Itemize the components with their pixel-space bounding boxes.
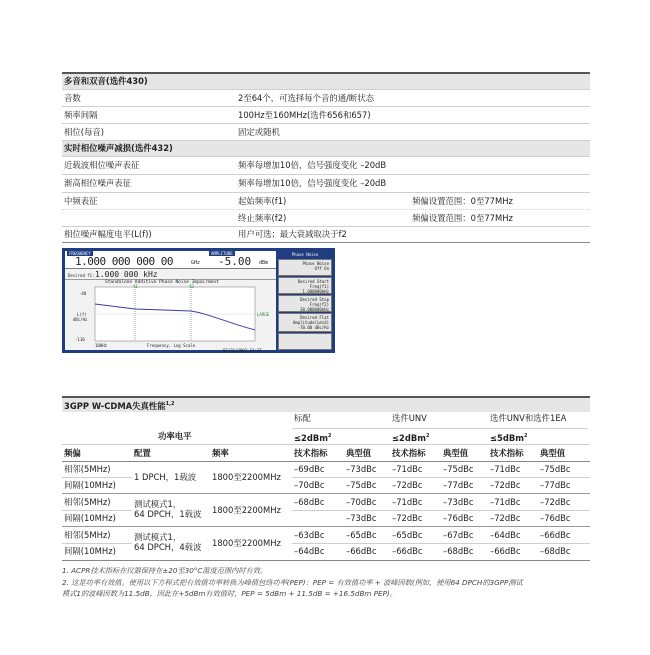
- freq: 1800至2200MHz: [212, 538, 281, 548]
- cell: –64dBc: [490, 530, 521, 540]
- row-range: 频偏设置范围：0至77MHz: [412, 196, 513, 206]
- softkey-sub: 1.000000kHz: [302, 289, 329, 294]
- col-freq: 频率: [212, 448, 229, 458]
- x-left-label: 100Hz: [95, 343, 108, 348]
- row-label: 近载波相位噪声表征: [64, 160, 140, 170]
- softkey-sub: 30.000000kHz: [300, 307, 329, 312]
- offset-alternate: 间隔(10MHz): [64, 546, 116, 556]
- cell: –72dBc: [392, 513, 423, 523]
- cell: –68dBc: [443, 546, 474, 556]
- cell: –71dBc: [392, 464, 423, 474]
- cell: –70dBc: [294, 480, 325, 490]
- row-label: 相位噪声幅度电平(L(f)): [64, 229, 152, 239]
- frequency-amplitude-bar: [65, 251, 276, 269]
- row-value: 100Hz至160MHz(选件656和657): [238, 110, 371, 120]
- x-axis-label: Frequency, Log Scale: [147, 343, 196, 348]
- cell: –65dBc: [392, 530, 423, 540]
- section-header-phase-noise: [62, 141, 590, 157]
- col-spec: 技术指标: [392, 448, 426, 458]
- softkey-sub: Off On: [314, 266, 329, 271]
- table-title: 3GPP W-CDMA失真性能$^{1,2}$: [64, 400, 175, 411]
- cell: –72dBc: [490, 480, 521, 490]
- date-stamp: 07/31/2007 12:27: [223, 348, 262, 353]
- softkey-panel: [278, 251, 332, 350]
- offset-adjacent: 相邻(5MHz): [64, 497, 111, 507]
- row-label: 音数: [64, 93, 81, 103]
- softkey-label: Desired Stop Freq(f2): [300, 297, 329, 307]
- cell: –66dBc: [540, 530, 571, 540]
- config: 64 DPCH，4载波: [134, 542, 202, 552]
- row-label: 相位(每音): [64, 127, 105, 137]
- cell: –75dBc: [540, 464, 571, 474]
- power-level-label: 功率电平: [158, 431, 192, 441]
- phase-noise-plot: [65, 284, 276, 350]
- table-row: [62, 193, 590, 210]
- f2-marker: f2: [189, 284, 194, 289]
- table-title-bar: [62, 396, 590, 412]
- frequency-label: FREQUENCY: [69, 251, 91, 256]
- col-config: 配置: [134, 448, 151, 458]
- y-mid-label: L(f): [77, 312, 87, 317]
- softkey-start-freq[interactable]: [278, 277, 332, 294]
- col-typical: 典型值: [346, 448, 372, 458]
- row-value: 2至64个，可选择每个音的通/断状态: [238, 93, 375, 103]
- footnote-2-cont: 模式1的波峰因数为11.5dB，因此在+5dBm有效值时，PEP = 5dBm + 11.5dB = +16.5dBm PEP)。: [62, 589, 397, 598]
- y-unit-label: dBc/Hz: [73, 317, 88, 322]
- amplitude-unit: dBm: [259, 260, 269, 266]
- footnote-1: 1. ACPR技术指标在仪器保持在±20至30°C温度范围内时有效。: [62, 566, 268, 575]
- power-standard: ≤2dBm$^2$: [294, 432, 332, 443]
- cell: –67dBc: [443, 530, 474, 540]
- cell: –71dBc: [490, 497, 521, 507]
- col-offset: 频偏: [64, 448, 81, 458]
- table-row: [62, 107, 590, 124]
- f1-marker: f1: [133, 284, 138, 289]
- desired-f1-bar: [65, 269, 276, 280]
- softkey-title: Phase Noise: [278, 251, 332, 258]
- row-range: 频偏设置范围：0至77MHz: [412, 213, 513, 223]
- config: 测试模式1，: [134, 499, 182, 509]
- table-row: [62, 227, 590, 243]
- group-unv: 选件UNV: [392, 413, 427, 423]
- cell: –76dBc: [540, 513, 571, 523]
- table-row: [62, 175, 590, 193]
- row-value: 固定或随机: [238, 127, 280, 137]
- cell: –68dBc: [540, 546, 571, 556]
- cell: –70dBc: [346, 497, 377, 507]
- softkey-sub: -70.00 dBc/Hz: [297, 325, 329, 330]
- config: 测试模式1，: [134, 532, 182, 542]
- cell: –71dBc: [392, 497, 423, 507]
- cell: –72dBc: [540, 497, 571, 507]
- freq: 1800至2200MHz: [212, 505, 281, 515]
- cell: –65dBc: [346, 530, 377, 540]
- table-row: [62, 124, 590, 141]
- group-standard: 标配: [294, 413, 311, 423]
- row-value: 用户可选；最大衰减取决于f2: [238, 229, 347, 239]
- power-unv: ≤2dBm$^2$: [392, 432, 430, 443]
- offset-alternate: 间隔(10MHz): [64, 480, 116, 490]
- y-top-label: -40: [79, 291, 87, 296]
- cell: –77dBc: [540, 480, 571, 490]
- section-header-multitone: [62, 74, 590, 90]
- frequency-value: 1.000 000 000 00: [75, 255, 173, 268]
- desired-value: 1.000 000 kHz: [95, 270, 158, 279]
- cell: –72dBc: [392, 480, 423, 490]
- cell: –68dBc: [294, 497, 325, 507]
- col-spec: 技术指标: [490, 448, 524, 458]
- softkey-label: Desired Start Freq(f1): [297, 279, 329, 289]
- cell: –69dBc: [294, 464, 325, 474]
- row-label: 频率间隔: [64, 110, 98, 120]
- row-value: 频率每增加10倍，信号强度变化 –20dB: [238, 178, 387, 188]
- col-typical: 典型值: [443, 448, 469, 458]
- row-value: 频率每增加10倍，信号强度变化 –20dB: [238, 160, 387, 170]
- instrument-screenshot: [62, 248, 335, 353]
- cell: –64dBc: [294, 546, 325, 556]
- row-label: 渐高相位噪声表征: [64, 178, 131, 188]
- config: 64 DPCH，1载波: [134, 509, 202, 519]
- cell: –75dBc: [443, 464, 474, 474]
- softkey-flat-amplitude[interactable]: [278, 313, 332, 332]
- cell: –73dBc: [346, 513, 377, 523]
- cell: –75dBc: [346, 480, 377, 490]
- softkey-blank[interactable]: [278, 333, 332, 350]
- row-value: 起始频率(f1): [238, 196, 287, 206]
- amplitude-label: AMPLITUDE: [211, 251, 233, 256]
- offset-adjacent: 相邻(5MHz): [64, 530, 111, 540]
- cell: –63dBc: [294, 530, 325, 540]
- offset-alternate: 间隔(10MHz): [64, 513, 116, 523]
- plot-title: Standalone Additive Phase Noise Impairment: [105, 280, 219, 285]
- y-bottom-label: -110: [75, 337, 85, 342]
- instrument-display: [65, 251, 276, 353]
- cell: –66dBc: [346, 546, 377, 556]
- row-label: 中频表征: [64, 196, 98, 206]
- offset-adjacent: 相邻(5MHz): [64, 464, 111, 474]
- group-unv-1ea: 选件UNV和选件1EA: [490, 413, 567, 423]
- col-spec: 技术指标: [294, 448, 328, 458]
- footnote-2: 2. 这是功率有效值。使用以下方程式把有效值功率转换为峰值包络功率(PEP)：PEP = 有效值功率 + 波峰因数(例如，使用64 DPCH的3GPP测试: [62, 578, 523, 587]
- col-typical: 典型值: [540, 448, 566, 458]
- power-unv-1ea: ≤5dBm$^2$: [490, 432, 528, 443]
- large-label: LARGE: [257, 312, 270, 317]
- amplitude-value: -5.00: [218, 255, 252, 268]
- softkey-stop-freq[interactable]: [278, 295, 332, 312]
- section-title: 多音和双音(选件430): [64, 76, 148, 86]
- row-value: 终止频率(f2): [238, 213, 287, 223]
- cell: –72dBc: [490, 513, 521, 523]
- table-row: [62, 157, 590, 175]
- config: 1 DPCH，1载波: [134, 472, 197, 482]
- softkey-label: Desired Flat Amplitude(Lmid): [292, 315, 329, 325]
- table-row: [62, 90, 590, 107]
- cell: –73dBc: [346, 464, 377, 474]
- cell: –66dBc: [490, 546, 521, 556]
- cell: –76dBc: [443, 513, 474, 523]
- freq: 1800至2200MHz: [212, 472, 281, 482]
- cell: –77dBc: [443, 480, 474, 490]
- desired-label: Desired f1:: [68, 273, 95, 278]
- section-title: 实时相位噪声减损(选件432): [64, 143, 173, 153]
- cell: –66dBc: [392, 546, 423, 556]
- cell: –73dBc: [443, 497, 474, 507]
- frequency-unit: GHz: [191, 260, 201, 266]
- cell: –71dBc: [490, 464, 521, 474]
- softkey-label: Phase Noise: [302, 261, 329, 266]
- table-row: [62, 210, 590, 227]
- softkey-phase-noise[interactable]: [278, 259, 332, 276]
